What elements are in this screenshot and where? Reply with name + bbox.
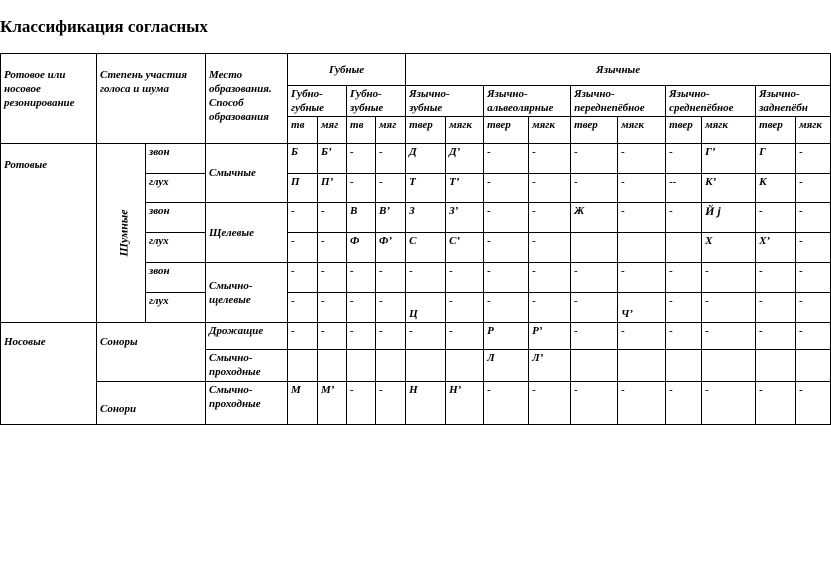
consonant-cell xyxy=(756,350,796,382)
consonant-cell: Л xyxy=(484,350,529,382)
consonant-cell: - xyxy=(796,174,831,203)
consonant-cell: - xyxy=(347,144,376,174)
consonant-cell: - xyxy=(484,174,529,203)
header-labial: Губные xyxy=(288,54,406,86)
consonant-cell: Х’ xyxy=(756,233,796,263)
consonant-cell: - xyxy=(376,293,406,323)
consonant-cell: - xyxy=(318,263,347,293)
consonant-cell: - xyxy=(446,323,484,350)
header-soft: мяг xyxy=(376,117,406,144)
header-soft: мягк xyxy=(618,117,666,144)
table-row xyxy=(1,323,831,350)
consonant-cell: -- xyxy=(666,174,702,203)
consonant-cell xyxy=(347,350,376,382)
consonant-cell: Р xyxy=(484,323,529,350)
header-soft: мягк xyxy=(446,117,484,144)
consonant-cell: - xyxy=(529,293,571,323)
header-lingual-mid-palatal: Язычно-среднепёбное xyxy=(666,86,756,117)
table-row xyxy=(1,382,831,425)
consonant-cell: - xyxy=(288,233,318,263)
header-lingual-front-palatal: Язычно-переднепёбное xyxy=(571,86,666,117)
consonant-cell: Б xyxy=(288,144,318,174)
consonant-cell: В xyxy=(347,203,376,233)
header-labial-labial: Губно-губные xyxy=(288,86,347,117)
consonant-cell: - xyxy=(796,263,831,293)
voicing-label: глух xyxy=(146,293,206,323)
header-hard: твер xyxy=(571,117,618,144)
header-lingual-back-palatal: Язычно-заднепёбн xyxy=(756,86,831,117)
method-label-passable: Смычно-проходные xyxy=(206,350,288,382)
consonant-cell: - xyxy=(796,233,831,263)
consonant-cell: - xyxy=(288,323,318,350)
consonant-cell: - xyxy=(666,323,702,350)
voicing-label: звон xyxy=(146,263,206,293)
consonant-cell: - xyxy=(376,174,406,203)
consonant-cell: Г xyxy=(756,144,796,174)
consonant-cell: - xyxy=(702,263,756,293)
consonant-cell: З xyxy=(406,203,446,233)
consonant-cell: Ф’ xyxy=(376,233,406,263)
consonant-cell: Й j xyxy=(702,203,756,233)
consonant-cell: - xyxy=(702,323,756,350)
consonant-cell xyxy=(796,350,831,382)
row-label-nasal: Носовые xyxy=(1,323,97,425)
consonant-cell: Х xyxy=(702,233,756,263)
consonant-cell: М’ xyxy=(318,382,347,425)
consonant-cell: - xyxy=(318,293,347,323)
consonant-cell: Т xyxy=(406,174,446,203)
consonant-cell: Т’ xyxy=(446,174,484,203)
consonant-cell: - xyxy=(484,233,529,263)
method-label-stops: Смычные xyxy=(206,144,288,203)
header-soft: мяг xyxy=(318,117,347,144)
consonant-cell: - xyxy=(796,382,831,425)
consonant-cell: С’ xyxy=(446,233,484,263)
header-hard: твер xyxy=(406,117,446,144)
consonant-cell: Б’ xyxy=(318,144,347,174)
consonant-cell xyxy=(666,350,702,382)
consonant-cell: - xyxy=(618,382,666,425)
consonant-cell: - xyxy=(756,263,796,293)
header-hard: тв xyxy=(288,117,318,144)
consonant-cell: Н xyxy=(406,382,446,425)
row-label-sonorants: Сонори xyxy=(97,382,206,425)
consonant-cell: - xyxy=(796,293,831,323)
consonant-cell xyxy=(571,350,618,382)
voicing-label: звон xyxy=(146,203,206,233)
consonant-cell: - xyxy=(446,293,484,323)
consonant-cell: К’ xyxy=(702,174,756,203)
consonant-cell: - xyxy=(666,203,702,233)
consonant-cell: - xyxy=(618,263,666,293)
consonant-cell: - xyxy=(529,382,571,425)
method-label-fricatives: Щелевые xyxy=(206,203,288,263)
consonant-cell: - xyxy=(756,293,796,323)
consonant-cell: Ч’ xyxy=(618,293,666,323)
consonant-cell: - xyxy=(756,382,796,425)
consonant-cell: - xyxy=(406,323,446,350)
consonant-cell: - xyxy=(529,263,571,293)
consonant-cell: - xyxy=(529,203,571,233)
header-hard: тв xyxy=(347,117,376,144)
consonant-cell: - xyxy=(571,174,618,203)
consonant-cell: В’ xyxy=(376,203,406,233)
consonant-cell: - xyxy=(756,323,796,350)
header-hard: твер xyxy=(756,117,796,144)
voicing-label: глух xyxy=(146,174,206,203)
method-label-passable: Смычно-проходные xyxy=(206,382,288,425)
consonant-cell: Ж xyxy=(571,203,618,233)
consonant-cell: - xyxy=(376,323,406,350)
consonant-cell: - xyxy=(618,174,666,203)
consonant-cell: - xyxy=(666,263,702,293)
consonant-cell: - xyxy=(484,382,529,425)
header-labial-dental: Губно-зубные xyxy=(347,86,406,117)
consonant-cell: - xyxy=(666,293,702,323)
consonant-cell: Ц xyxy=(406,293,446,323)
consonant-cell: - xyxy=(618,203,666,233)
consonant-cell: - xyxy=(347,382,376,425)
consonant-cell xyxy=(702,350,756,382)
voicing-label: звон xyxy=(146,144,206,174)
consonant-cell: - xyxy=(376,263,406,293)
consonant-cell: П’ xyxy=(318,174,347,203)
row-label-oral: Ротовые xyxy=(1,144,97,323)
consonant-cell xyxy=(376,350,406,382)
consonant-cell xyxy=(406,350,446,382)
consonant-classification-table xyxy=(0,53,831,425)
consonant-cell: - xyxy=(288,293,318,323)
consonant-cell: - xyxy=(376,144,406,174)
consonant-cell: - xyxy=(702,382,756,425)
consonant-cell: - xyxy=(529,144,571,174)
consonant-cell: - xyxy=(484,293,529,323)
consonant-cell: - xyxy=(347,174,376,203)
consonant-cell xyxy=(571,233,618,263)
consonant-cell: - xyxy=(796,144,831,174)
header-lingual: Язычные xyxy=(406,54,831,86)
table-row xyxy=(1,144,831,174)
consonant-cell: - xyxy=(347,293,376,323)
consonant-cell: - xyxy=(484,203,529,233)
consonant-cell: - xyxy=(288,263,318,293)
consonant-cell: Ф xyxy=(347,233,376,263)
consonant-cell: - xyxy=(318,233,347,263)
header-soft: мягк xyxy=(796,117,831,144)
consonant-cell: Г’ xyxy=(702,144,756,174)
consonant-cell: - xyxy=(571,263,618,293)
consonant-cell: - xyxy=(571,144,618,174)
header-resonance: Ротовое или носовое резонирование xyxy=(1,54,97,144)
consonant-cell: - xyxy=(318,203,347,233)
consonant-cell: - xyxy=(618,323,666,350)
consonant-cell: - xyxy=(484,144,529,174)
consonant-cell: - xyxy=(571,293,618,323)
consonant-cell xyxy=(666,233,702,263)
header-voice: Степень участия голоса и шума xyxy=(97,54,206,144)
consonant-cell: М xyxy=(288,382,318,425)
method-label-affricates: Смычно-щелевые xyxy=(206,263,288,323)
consonant-cell: - xyxy=(571,323,618,350)
consonant-cell: - xyxy=(376,382,406,425)
consonant-cell: З’ xyxy=(446,203,484,233)
consonant-cell: - xyxy=(666,382,702,425)
consonant-cell: Д’ xyxy=(446,144,484,174)
header-soft: мягк xyxy=(529,117,571,144)
consonant-cell: - xyxy=(484,263,529,293)
consonant-cell: - xyxy=(347,263,376,293)
page-title: Классификация согласных xyxy=(0,17,208,36)
consonant-cell xyxy=(446,350,484,382)
consonant-cell: Н’ xyxy=(446,382,484,425)
consonant-cell: - xyxy=(347,323,376,350)
consonant-cell: - xyxy=(446,263,484,293)
consonant-cell xyxy=(318,350,347,382)
header-hard: твер xyxy=(666,117,702,144)
consonant-cell: С xyxy=(406,233,446,263)
consonant-cell: - xyxy=(529,174,571,203)
consonant-cell: - xyxy=(571,382,618,425)
method-label-trills: Дрожащие xyxy=(206,323,288,350)
consonant-cell: - xyxy=(796,323,831,350)
consonant-cell: - xyxy=(796,203,831,233)
header-hard: твер xyxy=(484,117,529,144)
consonant-cell xyxy=(618,233,666,263)
voicing-label: глух xyxy=(146,233,206,263)
consonant-cell: - xyxy=(529,233,571,263)
consonant-cell: К xyxy=(756,174,796,203)
header-lingual-dental: Язычно-зубные xyxy=(406,86,484,117)
consonant-cell: - xyxy=(618,144,666,174)
consonant-cell xyxy=(288,350,318,382)
row-label-noisy: Шумные xyxy=(97,144,146,323)
header-lingual-alveolar: Язычно-альвеолярные xyxy=(484,86,571,117)
row-label-sonorants: Соноры xyxy=(97,323,206,382)
consonant-cell xyxy=(618,350,666,382)
consonant-cell: - xyxy=(318,323,347,350)
consonant-cell: - xyxy=(756,203,796,233)
consonant-cell: - xyxy=(288,203,318,233)
header-soft: мягк xyxy=(702,117,756,144)
consonant-cell: Д xyxy=(406,144,446,174)
consonant-cell: - xyxy=(666,144,702,174)
consonant-cell: П xyxy=(288,174,318,203)
consonant-cell: - xyxy=(702,293,756,323)
header-place-method: Место образования. Способ образования xyxy=(206,54,288,144)
consonant-cell: - xyxy=(406,263,446,293)
consonant-cell: Л’ xyxy=(529,350,571,382)
consonant-cell: Р’ xyxy=(529,323,571,350)
